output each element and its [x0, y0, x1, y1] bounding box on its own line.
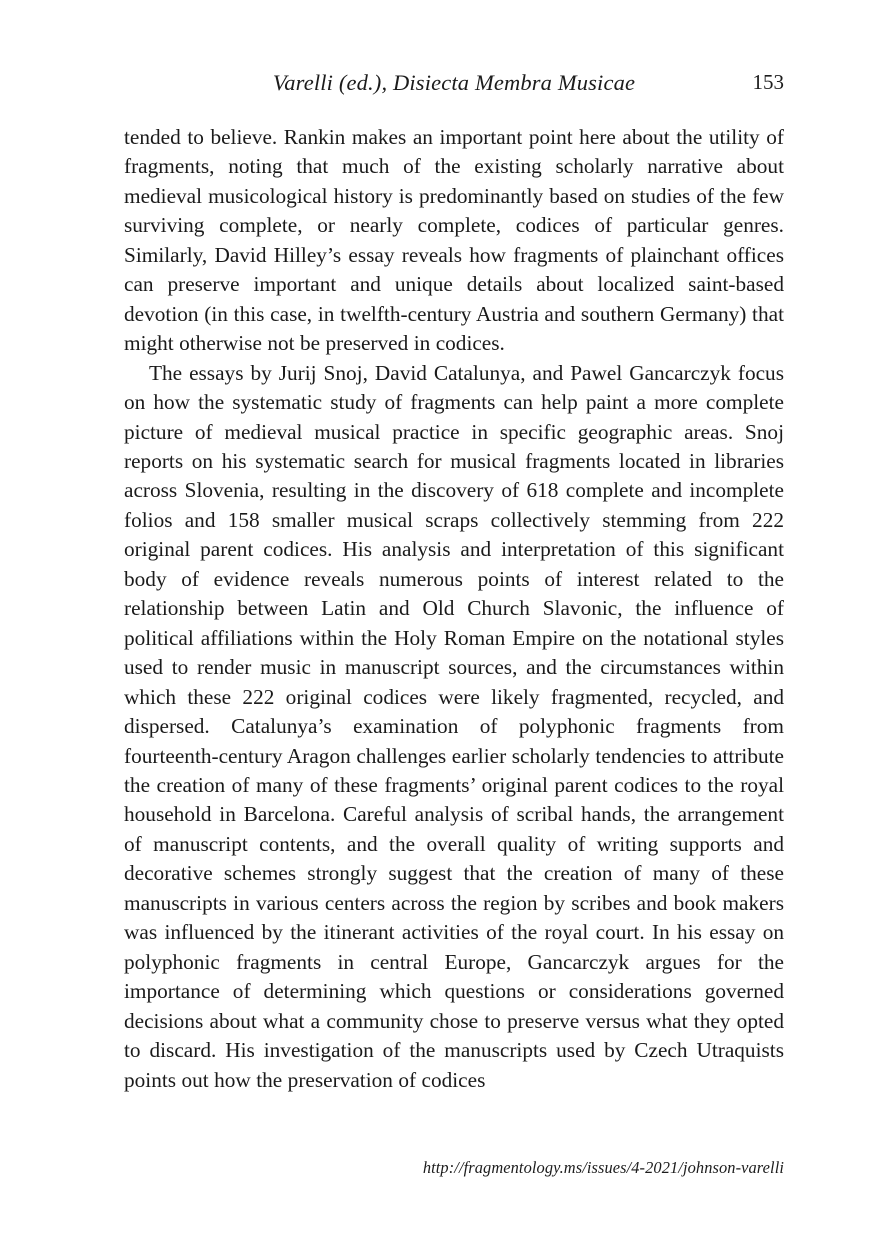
body-text-block: [124, 123, 784, 1095]
page-number: 153: [752, 70, 784, 94]
running-head-title: Varelli (ed.), Disiecta Membra Musicae: [272, 70, 636, 95]
page-footer: [124, 1158, 784, 1178]
footer-url: http://fragmentology.ms/issues/4-2021/johnson-varelli: [422, 1158, 784, 1177]
paragraph-continuation: tended to believe. Rankin makes an important point here about the utility of fragments, noting that much of the existing scholarly narrative about medieval musicological history is predominantly based on studies of the few surviving complete, or nearly complete, codices of particular genres. Similarly, David Hilley’s essay reveals how fragments of plainchant offices can preserve important and unique details about localized saint-based devotion (in this case, in twelfth-century Austria and southern Germany) that might otherwise not be preserved in codices.: [124, 125, 784, 356]
paragraph-essays-overview: The essays by Jurij Snoj, David Catalunya, and Pawel Gancarczyk focus on how the systematic study of fragments can help paint a more complete picture of medieval musical practice in specific geographic areas. Snoj reports on his systematic search for musical fragments located in libraries across Slovenia, resulting in the discovery of 618 complete and incomplete folios and 158 smaller musical scraps collectively stemming from 222 original parent codices. His analysis and interpretation of this significant body of evidence reveals numerous points of interest related to the relationship between Latin and Old Church Slavonic, the influence of political affiliations within the Holy Roman Empire on the notational styles used to render music in manuscript sources, and the circumstances within which these 222 original codices were likely fragmented, recycled, and dispersed. Catalunya’s examination of polyphonic fragments from fourteenth-century Aragon challenges earlier scholarly tendencies to attribute the creation of many of these fragments’ original parent codices to the royal household in Barcelona. Careful analysis of scribal hands, the arrangement of manuscript contents, and the overall quality of writing supports and decorative schemes strongly suggest that the creation of many of these manuscripts in various centers across the region by scribes and book makers was influenced by the itinerant activities of the royal court. In his essay on polyphonic fragments in central Europe, Gancarczyk argues for the importance of determining which questions or considerations governed decisions about what a community chose to preserve versus what they opted to discard. His investigation of the manuscripts used by Czech Utraquists points out how the preservation of codices: [124, 360, 784, 1092]
running-head: [124, 70, 784, 100]
